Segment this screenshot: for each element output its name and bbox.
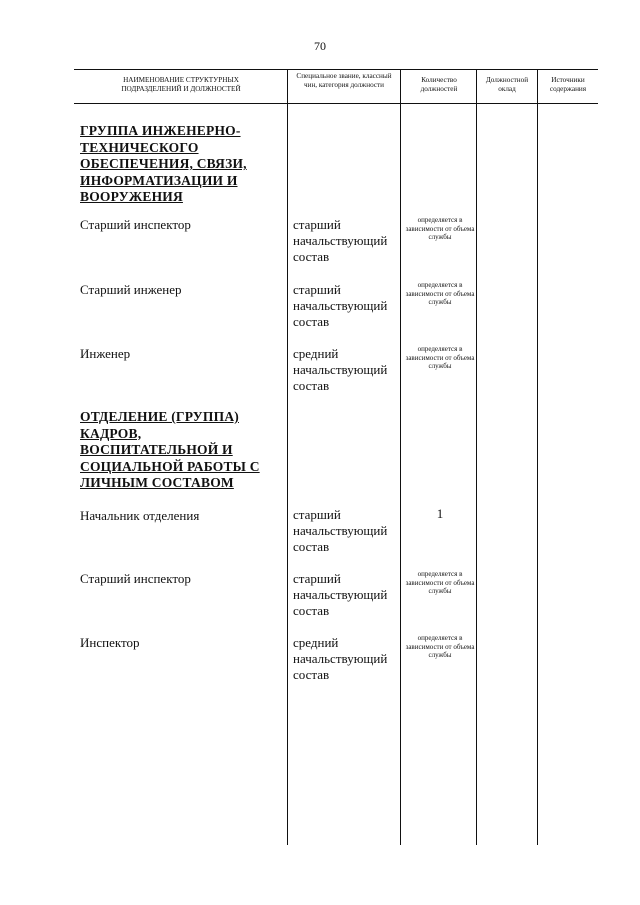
header-bottom-rule [74,103,598,104]
section-title: ГРУППА ИНЖЕНЕРНО-ТЕХНИЧЕСКОГО ОБЕСПЕЧЕНИЯ, СВЯЗИ, ИНФОРМАТИЗАЦИИ И ВООРУЖЕНИЯ [80,123,247,204]
column-divider [537,69,538,845]
header-col-name: НАИМЕНОВАНИЕ СТРУКТУРНЫХ ПОДРАЗДЕЛЕНИЙ И ДОЛЖНОСТЕЙ [121,76,241,93]
position-name: Старший инженер [80,282,182,297]
header-top-rule [74,69,598,70]
position-quantity: определяется в зависимости от объема службы [405,570,475,595]
column-divider [400,69,401,845]
header-col-source: Источники содержания [549,76,587,93]
position-rank: старший начальствующий состав [293,282,388,329]
position-rank: средний начальствующий состав [293,635,388,682]
position-rank: старший начальствующий состав [293,507,388,554]
section-title: ОТДЕЛЕНИЕ (ГРУППА) КАДРОВ, ВОСПИТАТЕЛЬНОЙ И СОЦИАЛЬНОЙ РАБОТЫ С ЛИЧНЫМ СОСТАВОМ [80,409,260,490]
column-divider [476,69,477,845]
position-name: Начальник отделения [80,508,200,523]
header-col-quantity: Количество должностей [420,76,458,93]
position-name: Инженер [80,346,131,361]
position-name: Старший инспектор [80,571,191,586]
position-name: Старший инспектор [80,217,191,232]
position-quantity: определяется в зависимости от объема службы [405,281,475,306]
position-quantity: 1 [436,506,444,521]
column-divider [287,69,288,845]
position-quantity: определяется в зависимости от объема службы [405,634,475,659]
page-number: 70 [314,39,326,53]
header-col-rank: Специальное звание, классный чин, категория должности [296,72,392,89]
header-col-salary: Должностной оклад [485,76,529,93]
position-rank: старший начальствующий состав [293,217,388,264]
position-rank: средний начальствующий состав [293,346,388,393]
position-quantity: определяется в зависимости от объема службы [405,216,475,241]
position-quantity: определяется в зависимости от объема службы [405,345,475,370]
position-rank: старший начальствующий состав [293,571,388,618]
position-name: Инспектор [80,635,140,650]
